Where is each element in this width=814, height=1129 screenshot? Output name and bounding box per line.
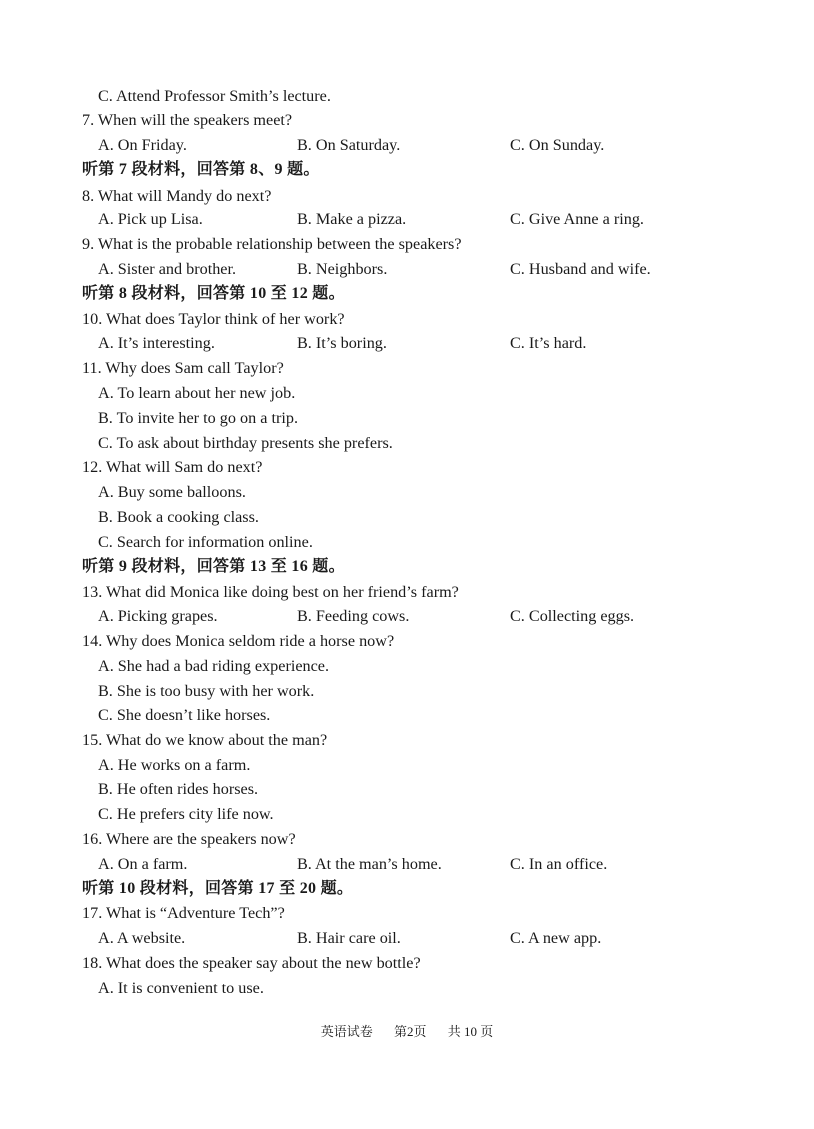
q17-option-a: A. A website. — [98, 929, 186, 947]
question-12: 12. What will Sam do next? — [82, 458, 263, 476]
q12-option-a: A. Buy some balloons. — [98, 483, 246, 501]
question-17: 17. What is “Adventure Tech”? — [82, 904, 285, 922]
q8-option-c: C. Give Anne a ring. — [510, 210, 644, 228]
q14-option-a: A. She had a bad riding experience. — [98, 657, 330, 675]
q16-option-b: B. At the man’s home. — [297, 855, 442, 873]
question-10: 10. What does Taylor think of her work? — [82, 310, 345, 328]
q11-option-c: C. To ask about birthday presents she prefers. — [98, 434, 393, 452]
q10-option-a: A. It’s interesting. — [98, 334, 215, 352]
q11-option-a: A. To learn about her new job. — [98, 384, 296, 402]
section-heading-8: 听第 8 段材料，回答第 10 至 12 题。 — [82, 285, 345, 302]
question-16: 16. Where are the speakers now? — [82, 830, 296, 848]
q7-option-b: B. On Saturday. — [297, 136, 401, 154]
q13-option-c: C. Collecting eggs. — [510, 607, 635, 625]
footer-total-pages: 共 10 页 — [447, 1024, 494, 1039]
q12-option-c: C. Search for information online. — [98, 533, 313, 551]
question-15: 15. What do we know about the man? — [82, 731, 328, 749]
section-heading-7: 听第 7 段材料，回答第 8、9 题。 — [82, 161, 320, 178]
q7-options — [0, 133, 814, 157]
q13-option-b: B. Feeding cows. — [297, 607, 410, 625]
q7-option-c: C. On Sunday. — [510, 136, 605, 154]
question-9: 9. What is the probable relationship between the speakers? — [82, 235, 462, 253]
q8-options — [0, 207, 814, 231]
q18-option-a: A. It is convenient to use. — [98, 979, 264, 997]
footer-subject: 英语试卷 — [320, 1024, 373, 1039]
question-18: 18. What does the speaker say about the new bottle? — [82, 954, 421, 972]
q13-options — [0, 604, 814, 628]
q15-option-b: B. He often rides horses. — [98, 780, 259, 798]
question-7: 7. When will the speakers meet? — [82, 111, 293, 129]
q14-option-b: B. She is too busy with her work. — [98, 682, 315, 700]
q9-option-b: B. Neighbors. — [297, 260, 388, 278]
question-11: 11. Why does Sam call Taylor? — [82, 359, 284, 377]
section-heading-9: 听第 9 段材料，回答第 13 至 16 题。 — [82, 558, 345, 575]
q9-option-c: C. Husband and wife. — [510, 260, 651, 278]
q15-option-a: A. He works on a farm. — [98, 756, 251, 774]
question-8: 8. What will Mandy do next? — [82, 187, 272, 205]
q13-option-a: A. Picking grapes. — [98, 607, 218, 625]
q12-option-b: B. Book a cooking class. — [98, 508, 259, 526]
q17-option-b: B. Hair care oil. — [297, 929, 401, 947]
q8-option-a: A. Pick up Lisa. — [98, 210, 203, 228]
q16-option-a: A. On a farm. — [98, 855, 188, 873]
q11-option-b: B. To invite her to go on a trip. — [98, 409, 298, 427]
q10-options — [0, 331, 814, 355]
q17-options — [0, 926, 814, 950]
q16-options — [0, 852, 814, 876]
q17-option-c: C. A new app. — [510, 929, 602, 947]
q8-option-b: B. Make a pizza. — [297, 210, 407, 228]
q16-option-c: C. In an office. — [510, 855, 608, 873]
q9-option-a: A. Sister and brother. — [98, 260, 237, 278]
q7-option-a: A. On Friday. — [98, 136, 187, 154]
footer-page-number: 第2页 — [393, 1024, 427, 1039]
q14-option-c: C. She doesn’t like horses. — [98, 706, 271, 724]
question-13: 13. What did Monica like doing best on her friend’s farm? — [82, 583, 459, 601]
question-14: 14. Why does Monica seldom ride a horse now? — [82, 632, 395, 650]
q15-option-c: C. He prefers city life now. — [98, 805, 274, 823]
q6-option-c: C. Attend Professor Smith’s lecture. — [98, 87, 331, 105]
section-heading-10: 听第 10 段材料，回答第 17 至 20 题。 — [82, 880, 354, 897]
q10-option-b: B. It’s boring. — [297, 334, 387, 352]
page-footer — [0, 1022, 814, 1042]
q10-option-c: C. It’s hard. — [510, 334, 587, 352]
q9-options — [0, 257, 814, 281]
